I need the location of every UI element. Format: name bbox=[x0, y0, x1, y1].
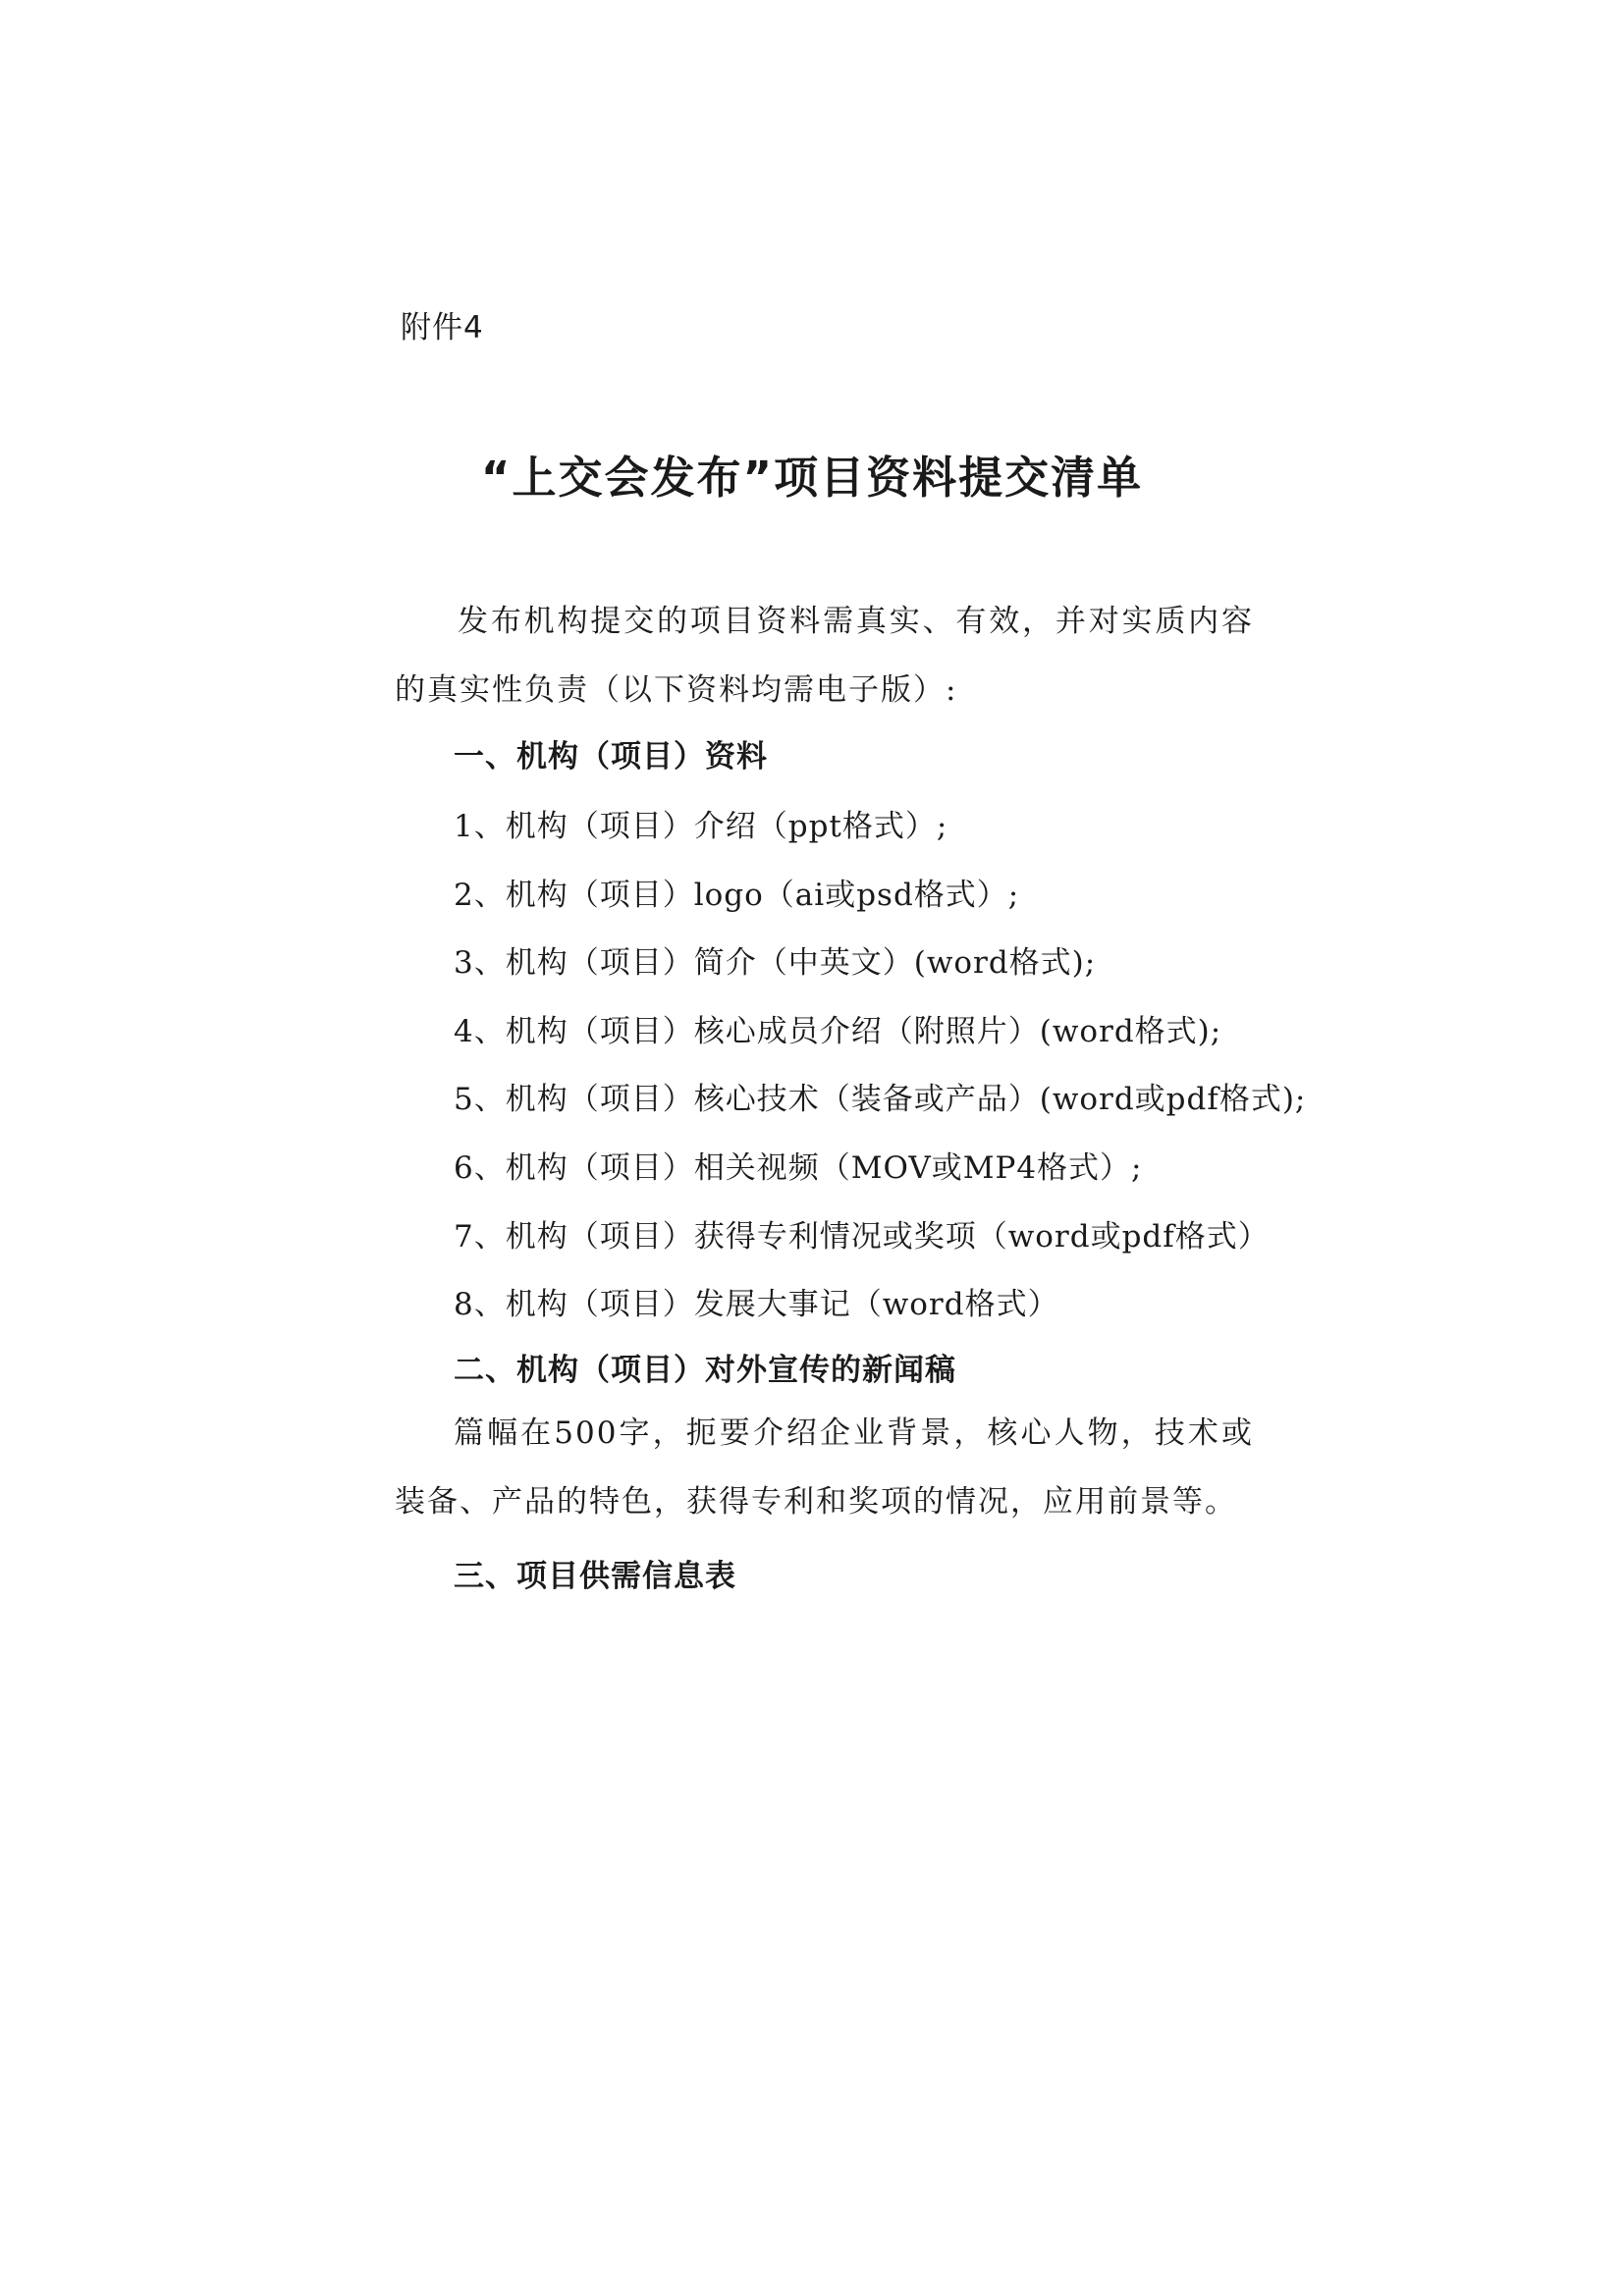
section-heading-institution-materials: 一、机构（项目）资料 bbox=[454, 739, 768, 774]
list-item: 7、机构（项目）获得专利情况或奖项（word或pdf格式） bbox=[454, 1218, 1270, 1255]
list-item: 2、机构（项目）logo（ai或psd格式）; bbox=[454, 877, 1020, 913]
attachment-label: 附件4 bbox=[401, 310, 484, 346]
press-release-description: 篇幅在500字，扼要介绍企业背景，核心人物，技术或装备、产品的特色，获得专利和奖项的情况，应用前景等。 bbox=[395, 1415, 1254, 1520]
intro-paragraph: 发布机构提交的项目资料需真实、有效，并对实质内容的真实性负责（以下资料均需电子版）: bbox=[395, 604, 1254, 708]
section-heading-supply-demand-form: 三、项目供需信息表 bbox=[454, 1559, 736, 1594]
list-item: 6、机构（项目）相关视频（MOV或MP4格式）; bbox=[454, 1149, 1143, 1186]
materials-list bbox=[454, 793, 1306, 1340]
list-item: 1、机构（项目）介绍（ppt格式）; bbox=[454, 809, 948, 844]
page-title: “上交会发布”项目资料提交清单 bbox=[480, 452, 1144, 504]
section-heading-press-release: 二、机构（项目）对外宣传的新闻稿 bbox=[454, 1353, 956, 1388]
list-item: 3、机构（项目）简介（中英文）(word格式); bbox=[454, 945, 1097, 982]
list-item: 4、机构（项目）核心成员介绍（附照片）(word格式); bbox=[454, 1013, 1222, 1049]
list-item: 5、机构（项目）核心技术（装备或产品）(word或pdf格式); bbox=[454, 1082, 1307, 1118]
list-item: 8、机构（项目）发展大事记（word格式） bbox=[454, 1287, 1059, 1323]
